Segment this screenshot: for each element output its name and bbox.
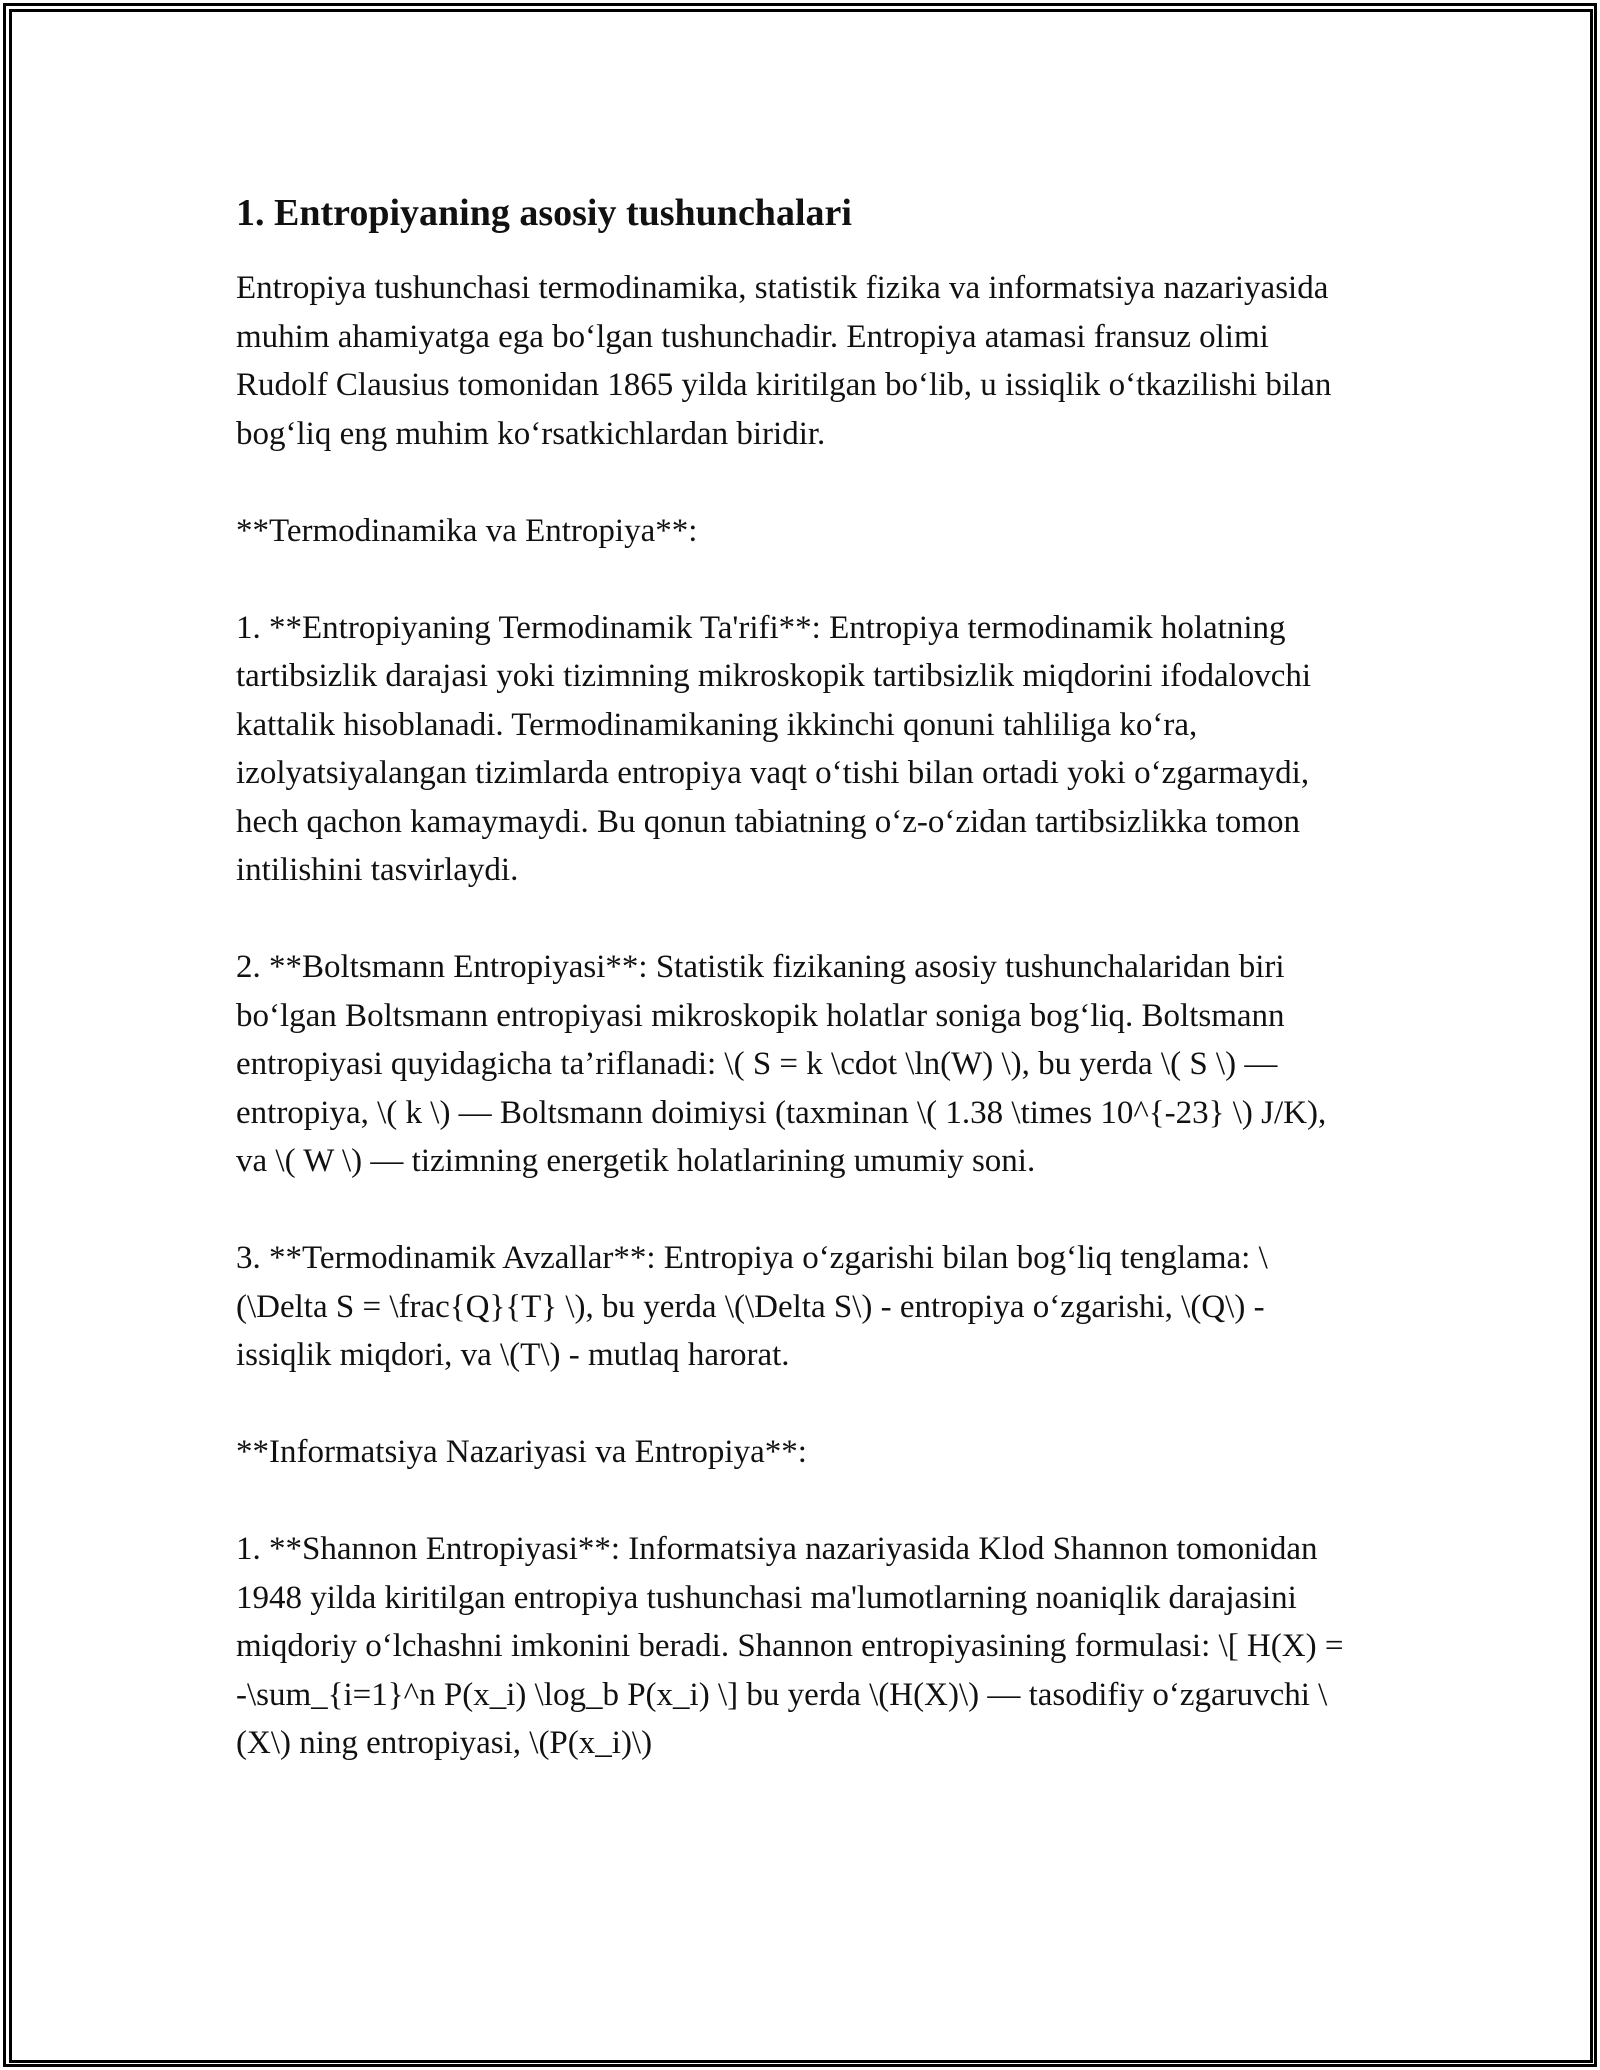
document-body: [236, 188, 1356, 1816]
section-heading: 1. Entropiyaning asosiy tushunchalari: [236, 192, 852, 234]
intro-paragraph: Entropiya tushunchasi termodinamika, statistik fizika va informatsiya nazariyasida muhim ahamiyatga ega bo‘lgan tushunchadir. Entropiya atamasi fransuz olimi Rudolf Clausius tomonidan 1865 yilda kiritilgan bo‘lib, u issiqlik o‘tkazilishi bilan bog‘liq eng muhim ko‘rsatkichlardan biridir.: [236, 270, 1332, 452]
subsection-label-thermodynamics: **Termodinamika va Entropiya**:: [236, 512, 698, 549]
paragraph-thermodynamic-avzallar: 3. **Termodinamik Avzallar**: Entropiya o‘zgarishi bilan bog‘liq tenglama: \(\Delta S = \frac{Q}{T} \), bu yerda \(\Delta S\) - entropiya o‘zgarishi, \(Q\) - issiqlik miqdori, va \(T\) - mutlaq harorat.: [236, 1240, 1268, 1373]
paragraph-shannon-entropy: 1. **Shannon Entropiyasi**: Informatsiya nazariyasida Klod Shannon tomonidan 1948 yilda kiritilgan entropiya tushunchasi ma'lumotlarning noaniqlik darajasini miqdoriy o‘lchashni imkonini beradi. Shannon entropiyasining formulasi: \[ H(X) = -\sum_{i=1}^n P(x_i) \log_b P(x_i) \] bu yerda \(H(X)\) — tasodifiy o‘zgaruvchi \(X\) ning entropiyasi, \(P(x_i)\): [236, 1531, 1344, 1761]
paragraph-boltzmann-entropy: 2. **Boltsmann Entropiyasi**: Statistik fizikaning asosiy tushunchalaridan biri bo‘lgan Boltsmann entropiyasi mikroskopik holatlar soniga bog‘liq. Boltsmann entropiyasi quyidagicha ta’riflanadi: \( S = k \cdot \ln(W) \), bu yerda \( S \) — entropiya, \( k \) — Boltsmann doimiysi (taxminan \( 1.38 \times 10^{-23} \) J/K), va \( W \) — tizimning energetik holatlarining umumiy soni.: [236, 949, 1327, 1179]
subsection-label-information-theory: **Informatsiya Nazariyasi va Entropiya**:: [236, 1434, 807, 1470]
paragraph-thermodynamic-definition: 1. **Entropiyaning Termodinamik Ta'rifi**: Entropiya termodinamik holatning tartibsizlik darajasi yoki tizimning mikroskopik tartibsizlik miqdorini ifodalovchi kattalik hisoblanadi. Termodinamikaning ikkinchi qonuni tahliliga ko‘ra, izolyatsiyalangan tizimlarda entropiya vaqt o‘tishi bilan ortadi yoki o‘zgarmaydi, hech qachon kamaymaydi. Bu qonun tabiatning o‘z-o‘zidan tartibsizlikka tomon intilishini tasvirlaydi.: [236, 609, 1312, 888]
